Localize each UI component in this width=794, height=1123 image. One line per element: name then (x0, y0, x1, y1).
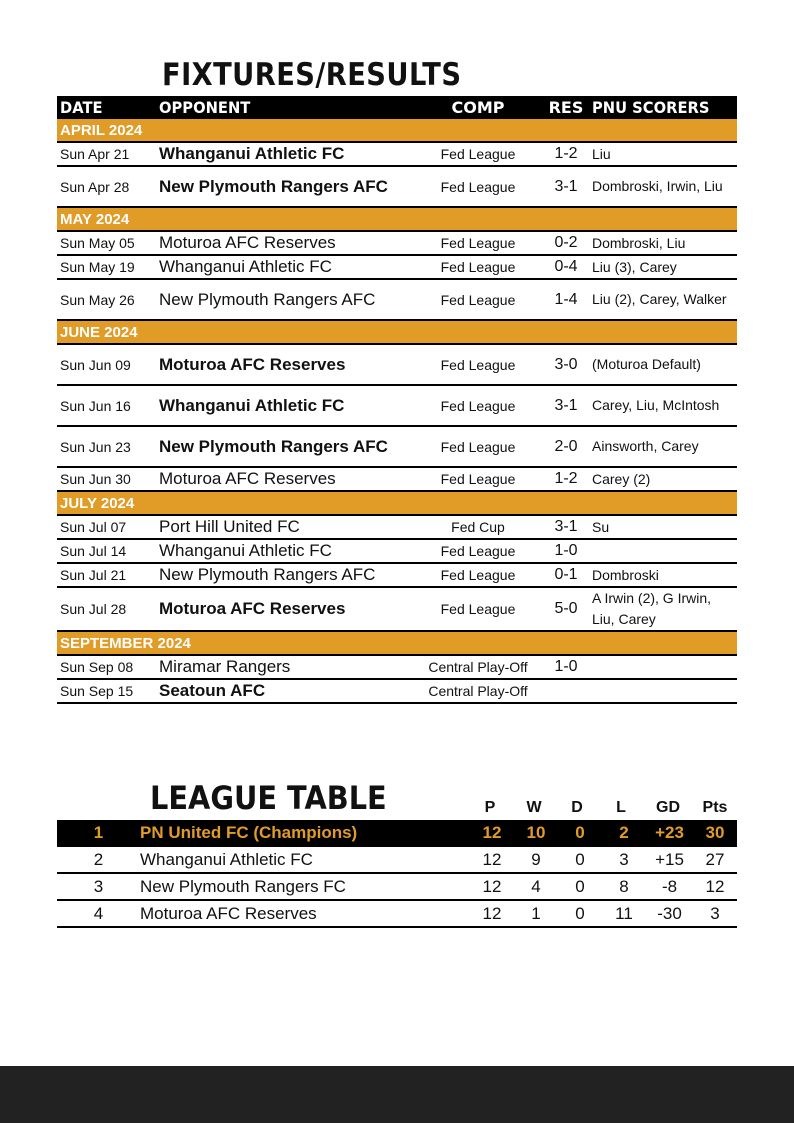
month-label: APRIL 2024 (57, 119, 737, 142)
fixture-competition: Fed League (413, 142, 543, 166)
fixture-result: 0-4 (543, 255, 589, 279)
fixture-date: Sun May 19 (57, 255, 156, 279)
fixture-row (57, 166, 737, 207)
fixture-result: 1-0 (543, 655, 589, 679)
fixtures-header-row (57, 96, 737, 119)
league-won: 10 (514, 820, 558, 846)
fixture-scorers: Liu (3), Carey (589, 255, 737, 279)
fixture-date: Sun Jul 07 (57, 515, 156, 539)
league-team: Whanganui Athletic FC (140, 846, 470, 873)
fixture-competition: Fed League (413, 563, 543, 587)
fixture-date: Sun Jun 09 (57, 344, 156, 385)
league-table (57, 820, 737, 928)
fixture-opponent: Port Hill United FC (156, 515, 413, 539)
fixture-competition: Fed League (413, 166, 543, 207)
fixture-opponent: Whanganui Athletic FC (156, 142, 413, 166)
fixture-date: Sun May 05 (57, 231, 156, 255)
header-opponent: OPPONENT (156, 96, 413, 119)
fixture-scorers: Dombroski, Irwin, Liu (589, 166, 737, 207)
fixture-scorers: Dombroski, Liu (589, 231, 737, 255)
fixture-result: 0-2 (543, 231, 589, 255)
league-row (57, 820, 737, 846)
league-position: 4 (57, 900, 140, 927)
month-label: SEPTEMBER 2024 (57, 631, 737, 655)
league-points: 12 (693, 873, 737, 900)
fixture-opponent: New Plymouth Rangers AFC (156, 279, 413, 320)
month-header (57, 119, 737, 142)
month-label: JULY 2024 (57, 491, 737, 515)
league-goal-diff: +15 (646, 846, 693, 873)
fixture-row (57, 515, 737, 539)
footer-band (0, 1066, 794, 1123)
fixture-competition: Central Play-Off (413, 679, 543, 703)
month-label: JUNE 2024 (57, 320, 737, 344)
fixture-row (57, 539, 737, 563)
league-header-pts: Pts (702, 799, 728, 816)
fixture-scorers: Liu (589, 142, 737, 166)
fixture-date: Sun Sep 08 (57, 655, 156, 679)
fixture-result: 5-0 (543, 587, 589, 631)
fixture-result: 1-4 (543, 279, 589, 320)
league-won: 4 (514, 873, 558, 900)
fixture-row (57, 231, 737, 255)
league-drawn: 0 (558, 820, 602, 846)
fixture-date: Sun Jun 30 (57, 467, 156, 491)
header-date: DATE (57, 96, 156, 119)
league-won: 9 (514, 846, 558, 873)
fixture-competition: Fed League (413, 467, 543, 491)
league-lost: 2 (602, 820, 646, 846)
fixture-row (57, 467, 737, 491)
fixture-date: Sun May 26 (57, 279, 156, 320)
league-row (57, 873, 737, 900)
fixture-competition: Fed League (413, 426, 543, 467)
fixture-result: 2-0 (543, 426, 589, 467)
league-points: 30 (693, 820, 737, 846)
fixture-result: 3-0 (543, 344, 589, 385)
league-won: 1 (514, 900, 558, 927)
fixture-opponent: Whanganui Athletic FC (156, 385, 413, 426)
fixture-scorers: (Moturoa Default) (589, 344, 737, 385)
fixture-result: 1-2 (543, 142, 589, 166)
league-header-l: L (616, 799, 626, 816)
fixture-date: Sun Apr 21 (57, 142, 156, 166)
fixture-row (57, 279, 737, 320)
fixture-row (57, 655, 737, 679)
league-position: 1 (57, 820, 140, 846)
fixture-scorers: Su (589, 515, 737, 539)
fixture-row (57, 385, 737, 426)
league-team: PN United FC (Champions) (140, 820, 470, 846)
fixture-opponent: Moturoa AFC Reserves (156, 467, 413, 491)
fixture-scorers (589, 679, 737, 703)
fixture-competition: Fed League (413, 587, 543, 631)
header-res: RES (543, 96, 589, 119)
month-header (57, 320, 737, 344)
league-lost: 3 (602, 846, 646, 873)
league-goal-diff: -30 (646, 900, 693, 927)
fixture-competition: Central Play-Off (413, 655, 543, 679)
league-played: 12 (470, 820, 514, 846)
fixture-result: 1-2 (543, 467, 589, 491)
league-header-w: W (526, 799, 542, 816)
fixture-opponent: Whanganui Athletic FC (156, 539, 413, 563)
fixture-scorers (589, 655, 737, 679)
fixture-scorers: Dombroski (589, 563, 737, 587)
league-table-title: LEAGUE TABLE (150, 779, 387, 817)
fixture-competition: Fed League (413, 385, 543, 426)
fixture-opponent: New Plymouth Rangers AFC (156, 166, 413, 207)
month-header (57, 491, 737, 515)
fixture-date: Sun Jun 23 (57, 426, 156, 467)
fixtures-title: FIXTURES/RESULTS (162, 57, 462, 93)
fixture-competition: Fed League (413, 255, 543, 279)
fixture-result: 1-0 (543, 539, 589, 563)
league-played: 12 (470, 900, 514, 927)
fixture-date: Sun Sep 15 (57, 679, 156, 703)
month-label: MAY 2024 (57, 207, 737, 231)
fixture-row (57, 255, 737, 279)
fixture-competition: Fed League (413, 279, 543, 320)
league-row (57, 846, 737, 873)
fixture-opponent: New Plymouth Rangers AFC (156, 426, 413, 467)
league-team: Moturoa AFC Reserves (140, 900, 470, 927)
fixture-scorers (589, 539, 737, 563)
league-position: 2 (57, 846, 140, 873)
fixture-row (57, 563, 737, 587)
fixture-scorers: A Irwin (2), G Irwin, Liu, Carey (589, 587, 737, 631)
league-lost: 11 (602, 900, 646, 927)
fixture-opponent: Moturoa AFC Reserves (156, 231, 413, 255)
fixture-row (57, 679, 737, 703)
fixture-row (57, 587, 737, 631)
league-position: 3 (57, 873, 140, 900)
fixture-competition: Fed League (413, 539, 543, 563)
fixture-scorers: Liu (2), Carey, Walker (589, 279, 737, 320)
fixture-result: 0-1 (543, 563, 589, 587)
fixtures-table (57, 96, 737, 704)
fixture-competition: Fed Cup (413, 515, 543, 539)
league-team: New Plymouth Rangers FC (140, 873, 470, 900)
fixture-opponent: Moturoa AFC Reserves (156, 587, 413, 631)
fixture-scorers: Carey, Liu, McIntosh (589, 385, 737, 426)
league-drawn: 0 (558, 900, 602, 927)
fixture-date: Sun Jul 28 (57, 587, 156, 631)
league-row (57, 900, 737, 927)
league-drawn: 0 (558, 873, 602, 900)
fixture-result: 3-1 (543, 385, 589, 426)
league-points: 27 (693, 846, 737, 873)
month-header (57, 207, 737, 231)
league-goal-diff: -8 (646, 873, 693, 900)
league-played: 12 (470, 873, 514, 900)
header-scorers: PNU SCORERS (589, 96, 737, 119)
league-points: 3 (693, 900, 737, 927)
fixture-row (57, 142, 737, 166)
fixture-result: 3-1 (543, 166, 589, 207)
fixture-opponent: Miramar Rangers (156, 655, 413, 679)
fixture-opponent: Whanganui Athletic FC (156, 255, 413, 279)
league-lost: 8 (602, 873, 646, 900)
fixture-result: 3-1 (543, 515, 589, 539)
fixture-opponent: Seatoun AFC (156, 679, 413, 703)
month-header (57, 631, 737, 655)
fixture-competition: Fed League (413, 344, 543, 385)
league-goal-diff: +23 (646, 820, 693, 846)
fixture-date: Sun Jun 16 (57, 385, 156, 426)
header-comp: COMP (413, 96, 543, 119)
league-header-gd: GD (656, 799, 680, 816)
fixture-date: Sun Apr 28 (57, 166, 156, 207)
fixture-row (57, 344, 737, 385)
fixture-result (543, 679, 589, 703)
fixture-competition: Fed League (413, 231, 543, 255)
fixture-row (57, 426, 737, 467)
league-header-d: D (571, 799, 583, 816)
league-header-p: P (484, 799, 496, 816)
league-drawn: 0 (558, 846, 602, 873)
fixture-opponent: New Plymouth Rangers AFC (156, 563, 413, 587)
fixture-scorers: Ainsworth, Carey (589, 426, 737, 467)
fixture-scorers: Carey (2) (589, 467, 737, 491)
league-played: 12 (470, 846, 514, 873)
fixture-opponent: Moturoa AFC Reserves (156, 344, 413, 385)
fixture-date: Sun Jul 14 (57, 539, 156, 563)
fixture-date: Sun Jul 21 (57, 563, 156, 587)
